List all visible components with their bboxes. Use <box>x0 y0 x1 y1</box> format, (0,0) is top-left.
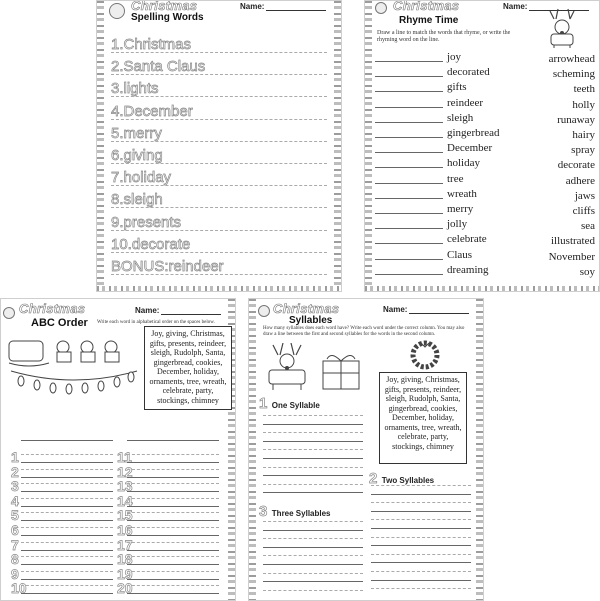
spelling-word: 3.lights <box>111 80 159 98</box>
rhyme-match-word: jaws <box>574 189 595 202</box>
snowman-icon <box>109 3 125 19</box>
brand-title: Christmas <box>273 301 340 316</box>
page-title: Rhyme Time <box>399 15 459 26</box>
answer-line[interactable] <box>375 259 443 260</box>
writing-line[interactable] <box>21 477 113 478</box>
writing-line[interactable] <box>111 230 327 231</box>
writing-line-top <box>127 556 219 557</box>
rhyme-match-word: runaway <box>557 113 595 126</box>
rhyme-word: decorated <box>447 66 490 79</box>
writing-line[interactable] <box>263 424 363 425</box>
writing-line[interactable] <box>263 590 363 591</box>
left-border <box>249 299 256 600</box>
writing-line[interactable] <box>127 491 219 492</box>
writing-line[interactable] <box>371 562 471 563</box>
section-label: Two Syllables <box>381 476 435 485</box>
section-number: 2 <box>369 470 378 487</box>
writing-line[interactable] <box>371 485 471 486</box>
line-number: 11 <box>117 449 132 465</box>
rhyme-match-word: scheming <box>552 68 595 81</box>
line-number: 2 <box>11 463 19 480</box>
answer-line[interactable] <box>375 243 443 244</box>
writing-line[interactable] <box>127 477 219 478</box>
writing-line[interactable] <box>127 593 219 594</box>
line-number: 18 <box>117 551 133 568</box>
writing-line-top <box>127 483 219 484</box>
writing-line[interactable] <box>21 462 113 463</box>
rhyme-match-word: adhere <box>565 174 595 187</box>
writing-line-top <box>127 498 219 499</box>
name-label: Name: <box>383 305 408 314</box>
writing-line-top <box>127 512 219 513</box>
writing-line-top <box>21 556 113 557</box>
writing-line[interactable] <box>263 555 363 556</box>
rhyme-word: wreath <box>447 187 477 200</box>
answer-line[interactable] <box>375 61 443 62</box>
spelling-word: BONUS:reindeer <box>111 258 224 275</box>
writing-line-top <box>21 571 113 572</box>
answer-line[interactable] <box>375 137 443 138</box>
writing-line[interactable] <box>263 458 363 459</box>
writing-line[interactable] <box>21 535 113 536</box>
writing-line-top <box>127 454 219 455</box>
line-number: 17 <box>117 536 133 553</box>
left-border <box>97 1 104 291</box>
instructions: Draw a line to match the words that rhyme, or write the rhyming word on the line. <box>377 30 511 43</box>
instructions: Write each word in alphabetical order on the spaces below. <box>97 320 215 325</box>
rhyme-match-word: holly <box>572 98 595 111</box>
rhyme-match-word: cliffs <box>572 205 595 217</box>
spelling-word: 2.Santa Claus <box>111 58 206 76</box>
ornament-icon <box>3 307 15 319</box>
ornament-icon <box>258 305 270 317</box>
rhyme-match-word: November <box>548 250 595 263</box>
line-number: 19 <box>117 565 133 582</box>
writing-line[interactable] <box>21 506 113 507</box>
line-number: 16 <box>117 522 133 538</box>
spelling-word: 10.decorate <box>111 235 191 253</box>
answer-line[interactable] <box>375 274 443 275</box>
writing-line[interactable] <box>371 537 471 538</box>
answer-line[interactable] <box>375 198 443 199</box>
writing-line[interactable] <box>263 538 363 539</box>
brand-title: Christmas <box>393 0 460 13</box>
answer-line[interactable] <box>375 167 443 168</box>
right-border <box>334 1 341 291</box>
writing-line[interactable] <box>371 528 471 529</box>
name-label: Name: <box>503 2 528 11</box>
rhyme-match-word: sea <box>580 220 595 233</box>
rhyme-match-word: spray <box>571 144 595 157</box>
writing-line <box>21 440 113 441</box>
rhyme-word: reindeer <box>447 96 484 109</box>
writing-line[interactable] <box>111 74 327 75</box>
line-number: 20 <box>117 580 133 597</box>
instructions: How many syllables does each word have? Write each word under the correct column. You may also draw a line between the first and second syllables for the words in the second column. <box>263 326 465 337</box>
word-bank: Joy, giving, Christmas, gifts, presents, reindeer, sleigh, Rudolph, Santa, gingerbread, cookies, December, holiday, ornaments, tree, wreath, celebrate, party, stockings, chimney <box>144 326 232 410</box>
section-label: Three Syllables <box>271 509 331 518</box>
writing-line-top <box>21 454 113 455</box>
rhyme-word: gingerbread <box>447 127 500 139</box>
writing-line[interactable] <box>263 521 363 522</box>
rhyme-word: December <box>447 142 493 155</box>
line-number: 15 <box>117 507 133 524</box>
page-title: Spelling Words <box>131 12 204 23</box>
writing-line[interactable] <box>263 484 363 485</box>
writing-line-top <box>21 483 113 484</box>
name-field[interactable] <box>383 305 469 314</box>
syllables-sheet <box>248 298 484 601</box>
writing-line[interactable] <box>263 581 363 582</box>
one-syllable-heading <box>259 395 320 413</box>
rhyme-word: holiday <box>447 157 480 170</box>
spelling-word: 9.presents <box>111 213 182 231</box>
writing-line-top <box>127 542 219 543</box>
writing-line[interactable] <box>371 580 471 581</box>
writing-line[interactable] <box>111 119 327 120</box>
word-bank: Joy, giving, Christmas, gifts, presents, reindeer, sleigh, Rudolph, Santa, gingerbread, cookies, December, holiday, ornaments, tree, wreath, celebrate, party, stockings, chimney <box>379 372 467 464</box>
section-label: One Syllable <box>271 401 320 410</box>
rhyme-word: celebrate <box>447 233 487 246</box>
writing-line[interactable] <box>263 530 363 531</box>
writing-line[interactable] <box>263 441 363 442</box>
writing-line[interactable] <box>127 564 219 565</box>
writing-line[interactable] <box>111 141 327 142</box>
section-number: 1 <box>259 395 268 412</box>
answer-line[interactable] <box>375 122 443 123</box>
line-number: 14 <box>117 492 133 509</box>
reindeer-gift-illustration <box>261 343 369 393</box>
writing-line <box>127 440 219 441</box>
rhyme-match-word: decorate <box>557 159 595 172</box>
writing-line[interactable] <box>371 554 471 555</box>
writing-line[interactable] <box>263 415 363 416</box>
bottom-border <box>365 286 599 291</box>
writing-line[interactable] <box>371 511 471 512</box>
writing-line[interactable] <box>371 545 471 546</box>
writing-line[interactable] <box>371 588 471 589</box>
rhyme-word: jolly <box>447 218 468 231</box>
writing-line[interactable] <box>111 96 327 97</box>
answer-line[interactable] <box>375 107 443 108</box>
writing-line[interactable] <box>21 579 113 580</box>
writing-line[interactable] <box>263 467 363 468</box>
writing-line[interactable] <box>371 494 471 495</box>
writing-line[interactable] <box>127 506 219 507</box>
writing-line-top <box>127 571 219 572</box>
right-border <box>476 299 483 600</box>
writing-line[interactable] <box>21 491 113 492</box>
writing-line-top <box>21 469 113 470</box>
line-number: 3 <box>11 478 19 495</box>
rhyme-word: dreaming <box>447 263 489 276</box>
line-number: 8 <box>11 551 19 568</box>
answer-line[interactable] <box>375 213 443 214</box>
rhyme-word: tree <box>447 172 464 185</box>
line-number: 9 <box>11 565 19 582</box>
writing-line[interactable] <box>111 163 327 164</box>
answer-line[interactable] <box>375 228 443 229</box>
rhyme-match-word: hairy <box>572 129 595 141</box>
rhyme-word: gifts <box>447 81 467 94</box>
writing-line[interactable] <box>111 52 327 53</box>
ornament-icon <box>375 2 387 14</box>
rhyme-word: merry <box>447 203 474 215</box>
rhyme-word: Claus <box>447 248 473 261</box>
writing-line[interactable] <box>21 593 113 594</box>
line-number: 5 <box>11 507 19 524</box>
rhyme-match-word: arrowhead <box>548 53 595 65</box>
spelling-words-sheet <box>96 0 342 292</box>
writing-line[interactable] <box>127 462 219 463</box>
writing-line[interactable] <box>263 492 363 493</box>
line-number: 12 <box>117 463 133 480</box>
spelling-word: 1.Christmas <box>111 36 192 53</box>
page-title: Syllables <box>289 315 333 326</box>
spelling-word: 4.December <box>111 102 193 120</box>
answer-line[interactable] <box>375 76 443 77</box>
line-number: 10 <box>11 580 27 597</box>
writing-line[interactable] <box>263 432 363 433</box>
rhyme-time-sheet <box>364 0 600 292</box>
writing-line[interactable] <box>263 475 363 476</box>
left-border <box>365 1 372 291</box>
line-number: 1 <box>11 449 19 465</box>
line-number: 4 <box>11 492 19 509</box>
writing-line[interactable] <box>263 564 363 565</box>
spelling-word: 8.sleigh <box>111 191 163 209</box>
name-field[interactable] <box>240 2 326 11</box>
wreath-icon <box>409 339 441 371</box>
rhyme-word: joy <box>447 51 462 63</box>
line-number: 6 <box>11 522 19 538</box>
writing-line-top <box>21 498 113 499</box>
writing-line-top <box>21 585 113 586</box>
line-number: 7 <box>11 536 19 553</box>
rhyme-word: sleigh <box>447 111 474 124</box>
writing-line[interactable] <box>263 547 363 548</box>
answer-line[interactable] <box>375 91 443 92</box>
brand-title: Christmas <box>19 301 86 316</box>
writing-line[interactable] <box>127 535 219 536</box>
rhyme-match-word: soy <box>579 265 595 278</box>
bottom-border <box>97 286 341 291</box>
line-number: 13 <box>117 478 133 495</box>
writing-line[interactable] <box>111 207 327 208</box>
spelling-word: 6.giving <box>111 147 163 164</box>
writing-line-top <box>127 527 219 528</box>
name-label: Name: <box>240 2 265 11</box>
rhyme-match-word: teeth <box>573 83 595 96</box>
writing-line-top <box>21 542 113 543</box>
writing-line[interactable] <box>21 520 113 521</box>
writing-line[interactable] <box>127 579 219 580</box>
answer-line[interactable] <box>375 183 443 184</box>
writing-line[interactable] <box>371 519 471 520</box>
writing-line[interactable] <box>371 571 471 572</box>
writing-line[interactable] <box>111 274 327 275</box>
writing-line-top <box>21 527 113 528</box>
answer-line[interactable] <box>375 152 443 153</box>
writing-line[interactable] <box>21 550 113 551</box>
spelling-word: 7.holiday <box>111 169 172 187</box>
writing-line[interactable] <box>111 185 327 186</box>
writing-line[interactable] <box>21 564 113 565</box>
spelling-word: 5.merry <box>111 124 162 142</box>
writing-line-top <box>21 512 113 513</box>
sleigh-lights-illustration <box>7 329 141 403</box>
writing-line-top <box>127 585 219 586</box>
writing-line[interactable] <box>371 502 471 503</box>
writing-line[interactable] <box>111 252 327 253</box>
name-label: Name: <box>135 306 160 315</box>
brand-title: Christmas <box>131 0 198 13</box>
reindeer-icon <box>540 7 586 49</box>
name-field[interactable] <box>135 306 221 315</box>
page-title: ABC Order <box>31 317 88 329</box>
rhyme-match-word: illustrated <box>551 235 595 248</box>
writing-line[interactable] <box>127 550 219 551</box>
writing-line[interactable] <box>127 520 219 521</box>
abc-order-sheet <box>0 298 236 601</box>
three-syllables-heading <box>259 503 331 521</box>
writing-line-top <box>127 469 219 470</box>
writing-line[interactable] <box>263 573 363 574</box>
writing-line[interactable] <box>263 449 363 450</box>
section-number: 3 <box>259 503 268 520</box>
